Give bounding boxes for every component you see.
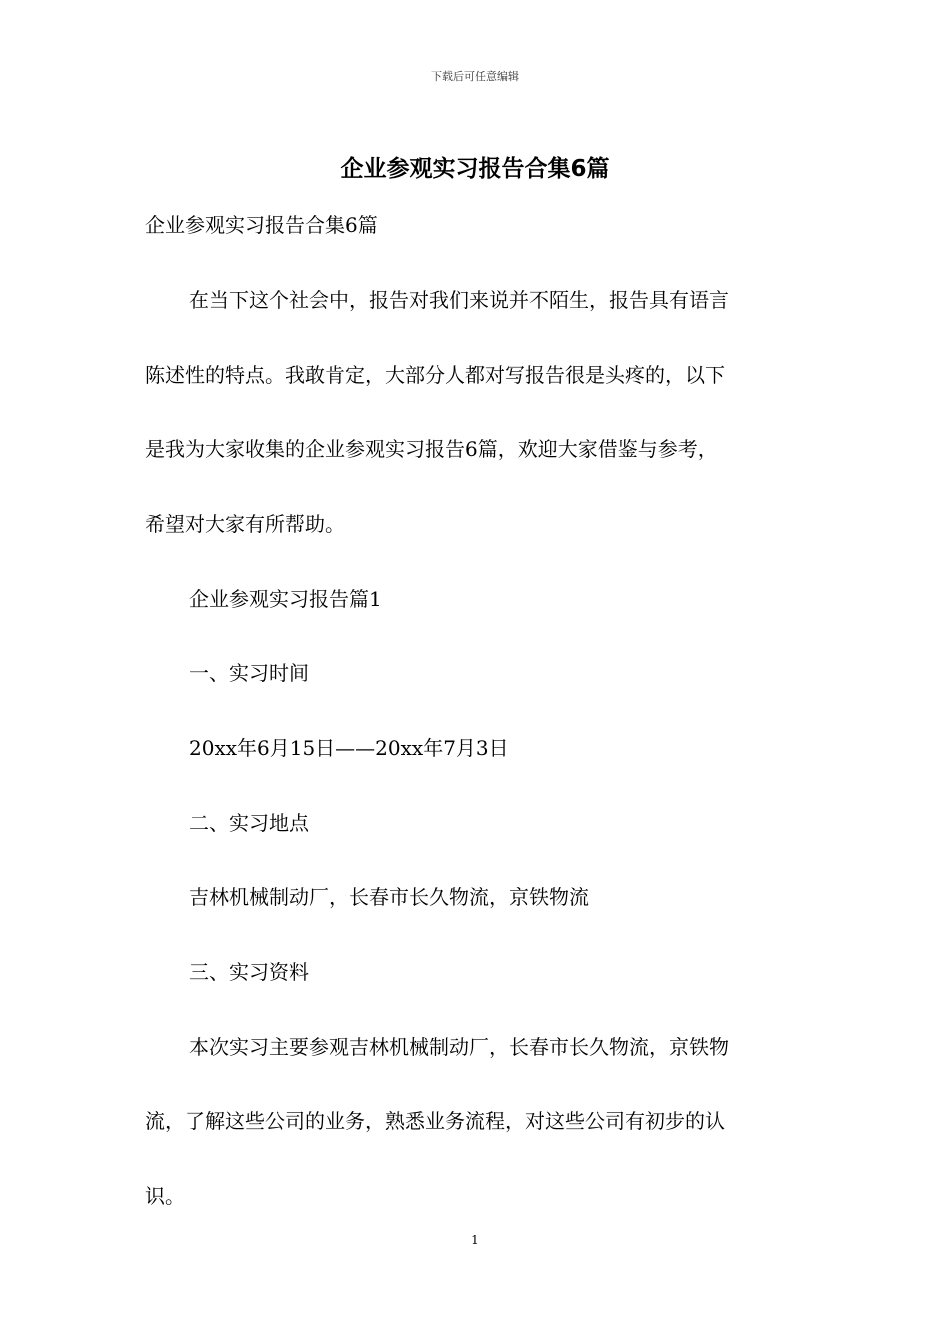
page-number: 1 [471,1233,479,1247]
materials-line-3: 识。 [145,1184,185,1208]
document-title: 企业参观实习报告合集6篇 [340,156,610,182]
section-heading-materials: 三、实习资料 [189,960,309,984]
intro-line-3: 是我为大家收集的企业参观实习报告6篇，欢迎大家借鉴与参考， [145,437,718,461]
internship-locations: 吉林机械制动厂，长春市长久物流，京铁物流 [189,885,589,909]
header-note: 下载后可任意编辑 [431,70,519,83]
materials-line-2: 流，了解这些公司的业务，熟悉业务流程，对这些公司有初步的认 [145,1109,725,1133]
materials-line-1: 本次实习主要参观吉林机械制动厂，长春市长久物流，京铁物 [189,1035,729,1059]
internship-dates: 20xx年6月15日——20xx年7月3日 [189,736,509,760]
subtitle-line: 企业参观实习报告合集6篇 [145,213,378,237]
section-heading-report-1: 企业参观实习报告篇1 [189,587,382,611]
intro-line-1: 在当下这个社会中，报告对我们来说并不陌生，报告具有语言 [189,288,729,312]
intro-line-2: 陈述性的特点。我敢肯定，大部分人都对写报告很是头疼的，以下 [145,363,725,387]
intro-line-4: 希望对大家有所帮助。 [145,512,345,536]
section-heading-location: 二、实习地点 [189,811,309,835]
section-heading-time: 一、实习时间 [189,661,309,685]
